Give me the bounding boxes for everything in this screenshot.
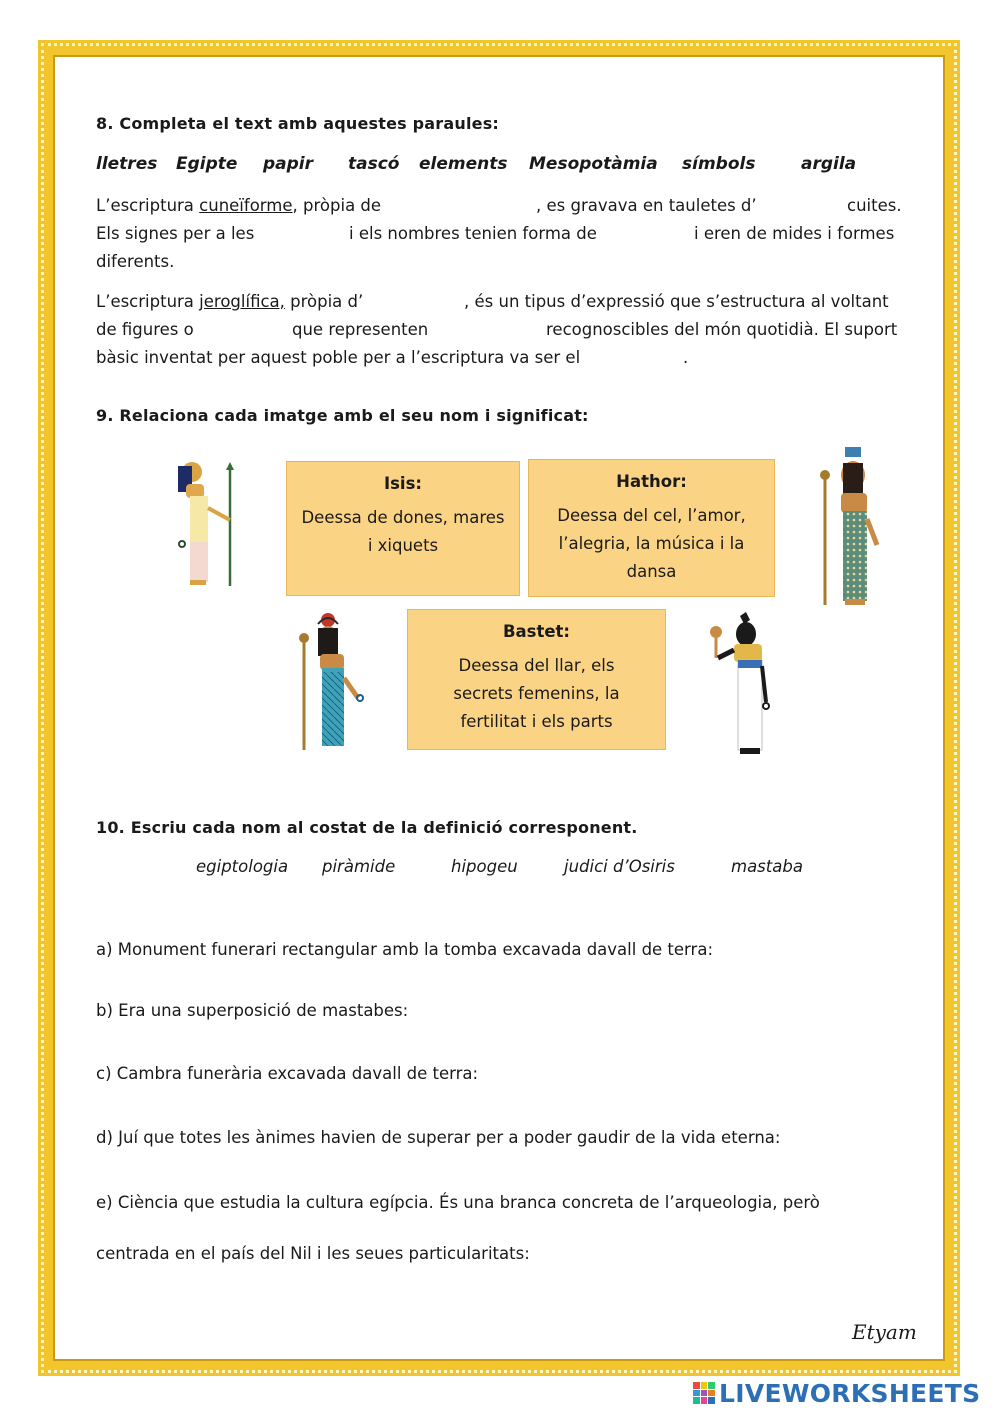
q10-def-d: d) Juí que totes les ànimes havien de superar per a poder gaudir de la vida eterna:	[96, 1128, 781, 1147]
q10-word-piramide: piràmide	[322, 857, 396, 876]
q8-word-egipte: Egipte	[176, 154, 238, 174]
q10-def-a: a) Monument funerari rectangular amb la tomba excavada davall de terra:	[96, 940, 714, 959]
q8-word-papir: papir	[263, 154, 314, 174]
q9-title: 9. Relaciona cada imatge amb el seu nom i significat:	[96, 406, 589, 425]
card-hathor-name: Hathor:	[616, 472, 687, 491]
liveworksheets-grid-icon	[693, 1382, 715, 1404]
q10-def-e1: e) Ciència que estudia la cultura egípcia. És una branca concreta de l’arqueologia, però	[96, 1193, 820, 1212]
q8-word-tasco: tascó	[348, 154, 400, 174]
p2-line1-end: , és un tipus d’expressió que s’estructura al voltant	[464, 292, 889, 311]
p2-line3-start: bàsic inventat per aquest poble per a l’escriptura va ser el	[96, 348, 581, 367]
q8-word-simbols: símbols	[682, 154, 756, 174]
card-bastet-desc-3: fertilitat i els parts	[460, 712, 613, 731]
q8-word-mesopotamia: Mesopotàmia	[529, 154, 658, 174]
q10-word-egiptologia: egiptologia	[196, 857, 289, 876]
author-signature: Etyam	[852, 1320, 917, 1344]
goddess-figure-3[interactable]	[292, 612, 370, 752]
q8-word-elements: elements	[419, 154, 508, 174]
p2-line2-mid: que representen	[292, 320, 429, 339]
p2-line1-start: L’escriptura jeroglífica, pròpia d’	[96, 292, 364, 311]
card-isis-name: Isis:	[383, 474, 423, 493]
q8-word-argila: argila	[801, 154, 857, 174]
p1-line2-end: i eren de mides i formes	[694, 224, 895, 243]
card-hathor[interactable]	[528, 459, 775, 597]
card-bastet[interactable]	[407, 609, 666, 750]
q10-word-hipogeu: hipogeu	[451, 857, 518, 876]
p1-line1-start: L’escriptura cuneïforme, pròpia de	[96, 196, 382, 215]
q10-title: 10. Escriu cada nom al costat de la definició corresponent.	[96, 818, 638, 837]
goddess-figure-4[interactable]	[700, 610, 780, 760]
goddess-figure-1[interactable]	[170, 458, 242, 588]
p1-line1-end: cuites.	[847, 196, 902, 215]
card-bastet-desc-1: Deessa del llar, els	[458, 656, 615, 675]
p1-line1-mid: , es gravava en tauletes d’	[536, 196, 757, 215]
q8-word-lletres: lletres	[96, 154, 158, 174]
p2-line2-end: recognoscibles del món quotidià. El suport	[546, 320, 898, 339]
card-bastet-desc-2: secrets femenins, la	[453, 684, 620, 703]
p1-line2-start: Els signes per a les	[96, 224, 255, 243]
card-isis[interactable]	[286, 461, 520, 596]
p1-line3: diferents.	[96, 252, 175, 271]
liveworksheets-logo[interactable]	[693, 1378, 980, 1408]
card-isis-desc-2: i xiquets	[367, 536, 439, 555]
q10-def-b: b) Era una superposició de mastabes:	[96, 1001, 409, 1020]
p2-line2-start: de figures o	[96, 320, 194, 339]
q8-title: 8. Completa el text amb aquestes paraules:	[96, 114, 500, 133]
card-hathor-desc-1: Deessa del cel, l’amor,	[557, 506, 746, 525]
card-hathor-desc-2: l’alegria, la música i la	[558, 534, 745, 553]
q10-def-c: c) Cambra funerària excavada davall de terra:	[96, 1064, 479, 1083]
liveworksheets-brand: LIVEWORKSHEETS	[719, 1378, 981, 1408]
q10-def-e2: centrada en el país del Nil i les seues particularitats:	[96, 1244, 530, 1263]
p1-line2-mid: i els nombres tenien forma de	[349, 224, 597, 243]
card-isis-desc-1: Deessa de dones, mares	[301, 508, 505, 527]
card-bastet-name: Bastet:	[502, 622, 571, 641]
q10-word-mastaba: mastaba	[731, 857, 803, 876]
card-hathor-desc-3: dansa	[626, 562, 677, 581]
p2-line3-end: .	[683, 348, 689, 367]
q10-word-judici-osiris: judici d’Osiris	[564, 857, 675, 876]
goddess-figure-2[interactable]	[815, 445, 887, 610]
